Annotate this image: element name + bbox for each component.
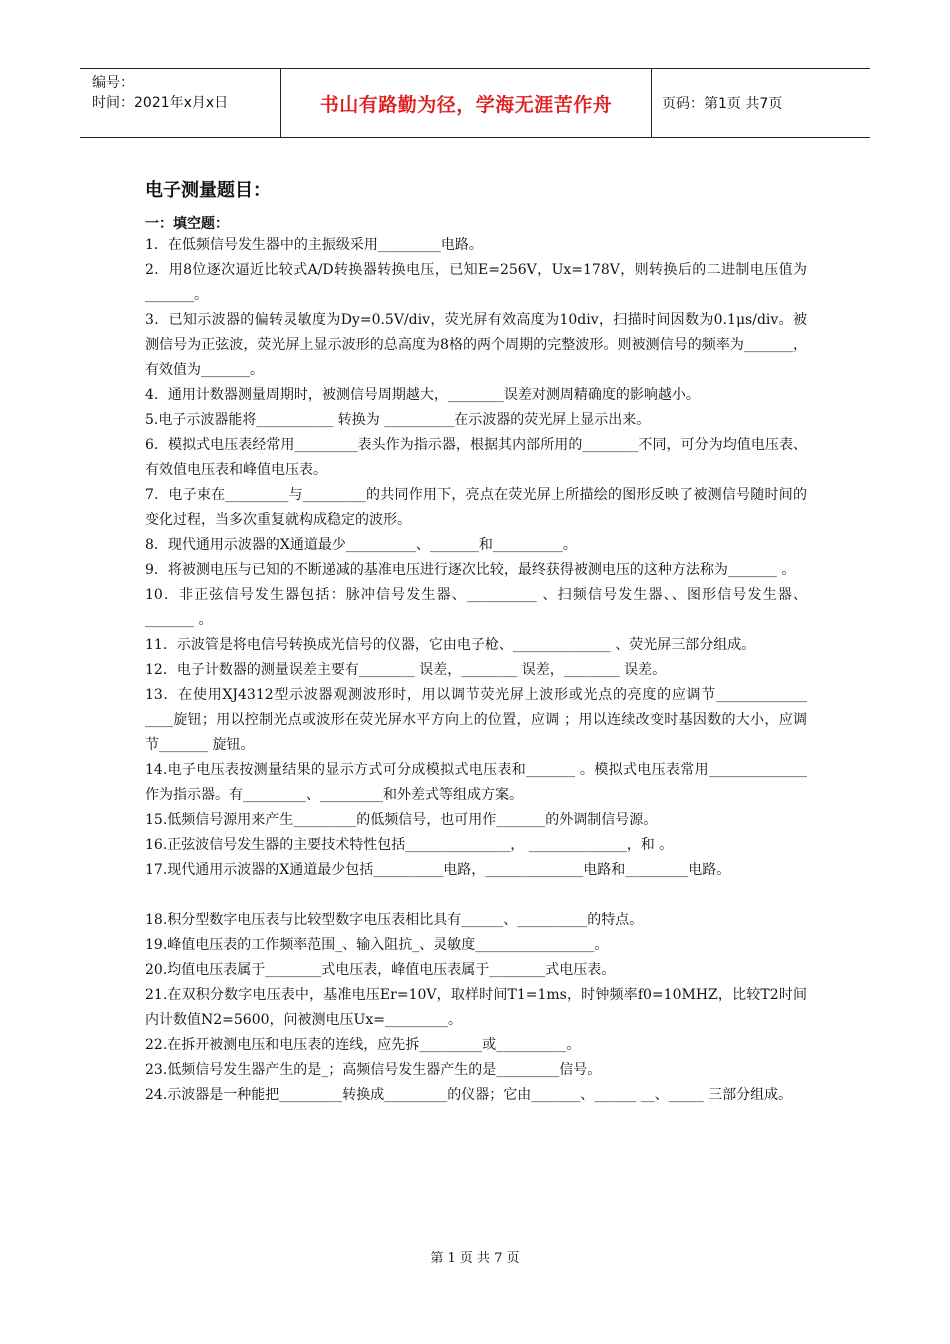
question-item: 4．通用计数器测量周期时，被测信号周期越大，________误差对测周精确度的影响越小。 — [145, 387, 700, 403]
question-item: 22.在拆开被测电压和电压表的连线，应先拆_________或__________。 — [145, 1037, 581, 1053]
document-number-label: 编号： — [92, 75, 134, 91]
header-motto: 书山有路勤为径，学海无涯苦作舟 — [319, 93, 613, 116]
question-item: 15.低频信号源用来产生_________的低频信号，也可用作_______的外调制信号源。 — [145, 812, 658, 828]
header-page-number: 页码：第1页 共7页 — [662, 96, 783, 112]
question-item: 8．现代通用示波器的X通道最少__________、_______和__________。 — [145, 537, 577, 553]
question-item: 5.电子示波器能将___________ 转换为 __________在示波器的荧光屏上显示出来。 — [145, 412, 651, 428]
question-item: 10．非正弦信号发生器包括：脉冲信号发生器、__________ 、扫频信号发生器、、图形信号发生器、_______ 。 — [145, 587, 807, 628]
page-footer: 第 1 页 共 7 页 — [430, 1251, 520, 1266]
question-item: 1．在低频信号发生器中的主振级采用_________电路。 — [145, 237, 483, 253]
question-item: 2．用8位逐次逼近比较式A/D转换器转换电压，已知E=256V，Ux=178V，则转换后的二进制电压值为_______。 — [145, 262, 807, 303]
question-item: 3．已知示波器的偏转灵敏度为Dy=0.5V/div，荧光屏有效高度为10div，扫描时间因数为0.1μs/div。被测信号为正弦波，荧光屏上显示波形的总高度为8格的两个周期的完整波形。则被测信号的频率为_______，有效值为_______。 — [145, 312, 807, 378]
document-date-label: 时间：2021年x月x日 — [92, 95, 229, 111]
question-item: 14.电子电压表按测量结果的显示方式可分成模拟式电压表和_______ 。模拟式电压表常用______________作为指示器。有_________、_________和外差式等组成方案。 — [145, 762, 807, 803]
question-item: 21.在双积分数字电压表中，基准电压Er=10V，取样时间T1=1ms，时钟频率f0=10MHZ，比较T2时间内计数值N2=5600，问被测电压Ux=_________。 — [145, 987, 807, 1028]
question-list — [145, 233, 807, 1108]
question-item: 19.峰值电压表的工作频率范围_、输入阻抗_、灵敏度_________________。 — [145, 937, 609, 953]
question-item: 17.现代通用示波器的X通道最少包括__________电路，______________电路和_________电路。 — [145, 862, 731, 878]
question-item: 18.积分型数字电压表与比较型数字电压表相比具有______、__________的特点。 — [145, 912, 644, 928]
question-item: 13．在使用XJ4312型示波器观测波形时，用以调节荧光屏上波形或光点的亮度的应调节_____________ ____旋钮；用以控制光点或波形在荧光屏水平方向上的位置，应调 ；用以连续改变时基因数的大小，应调节_______ 旋钮。 — [145, 687, 807, 753]
question-item: 9．将被测电压与已知的不断递减的基准电压进行逐次比较，最终获得被测电压的这种方法称为_______ 。 — [145, 562, 796, 578]
page-header — [80, 68, 870, 138]
question-item: 7．电子束在_________与_________的共同作用下，亮点在荧光屏上所描绘的图形反映了被测信号随时间的变化过程，当多次重复就构成稳定的波形。 — [145, 487, 807, 528]
question-item: 23.低频信号发生器产生的是_；高频信号发生器产生的是_________信号。 — [145, 1062, 602, 1078]
question-item: 20.均值电压表属于________式电压表，峰值电压表属于________式电压表。 — [145, 962, 616, 978]
header-meta — [80, 69, 280, 137]
question-item: 12．电子计数器的测量误差主要有________ 误差，________ 误差，________ 误差。 — [145, 662, 667, 678]
header-motto-cell — [280, 69, 652, 137]
document-title: 电子测量题目： — [145, 180, 271, 201]
question-item: 11．示波管是将电信号转换成光信号的仪器，它由电子枪、______________ 、荧光屏三部分组成。 — [145, 637, 756, 653]
question-item: 16.正弦波信号发生器的主要技术特性包括_______________， ______________，和 。 — [145, 837, 674, 853]
section-heading: 一：填空题： — [145, 216, 229, 232]
header-page-cell — [652, 69, 870, 137]
question-item: 6．模拟式电压表经常用_________表头作为指示器，根据其内部所用的________不同，可分为均值电压表、有效值电压表和峰值电压表。 — [145, 437, 807, 478]
question-item: 24.示波器是一种能把_________转换成_________的仪器；它由_______、______ __、_____ 三部分组成。 — [145, 1087, 793, 1103]
